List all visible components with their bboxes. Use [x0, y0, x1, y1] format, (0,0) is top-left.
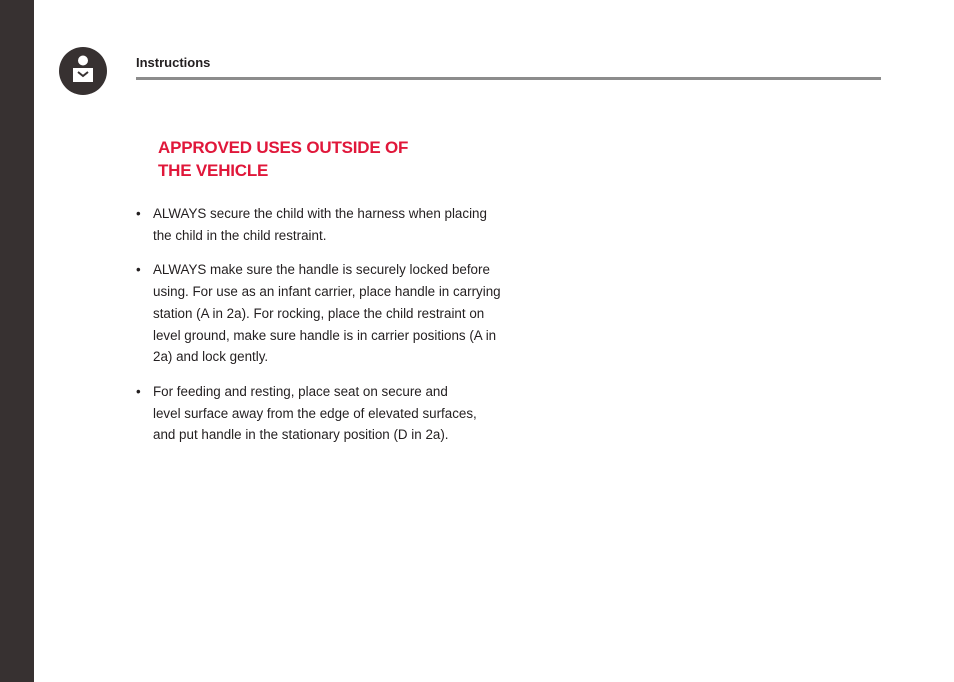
bullet-icon: • [136, 262, 141, 278]
list-item-line: and put handle in the stationary position (D in 2a). [153, 427, 449, 443]
page-edge-strip [0, 0, 34, 682]
list-item-line: station (A in 2a). For rocking, place the child restraint on [153, 305, 485, 321]
list-item-line: level ground, make sure handle is in carrier positions (A in [153, 327, 497, 343]
bullet-icon: • [136, 383, 141, 399]
list-item-line: level surface away from the edge of elevated surfaces, [153, 405, 477, 421]
list-item-line: using. For use as an infant carrier, place handle in carrying [153, 284, 501, 300]
list-item [136, 381, 536, 446]
info-person-icon [59, 47, 107, 95]
list-item [136, 259, 536, 368]
instruction-list [136, 203, 536, 446]
list-item-line: the child in the child restraint. [153, 227, 327, 243]
page-title [158, 136, 408, 182]
list-item-line: ALWAYS make sure the handle is securely locked before [153, 262, 490, 278]
bullet-icon: • [136, 206, 141, 221]
section-header-label: Instructions [136, 55, 211, 70]
header-divider [136, 77, 881, 80]
list-item-line: For feeding and resting, place seat on secure and [153, 383, 448, 399]
list-item-line: 2a) and lock gently. [153, 349, 269, 365]
list-item-line: ALWAYS secure the child with the harness when placing [153, 206, 487, 221]
list-item [136, 203, 536, 246]
page-title-line: THE VEHICLE [158, 161, 269, 180]
page-title-line: APPROVED USES OUTSIDE OF [158, 138, 409, 157]
